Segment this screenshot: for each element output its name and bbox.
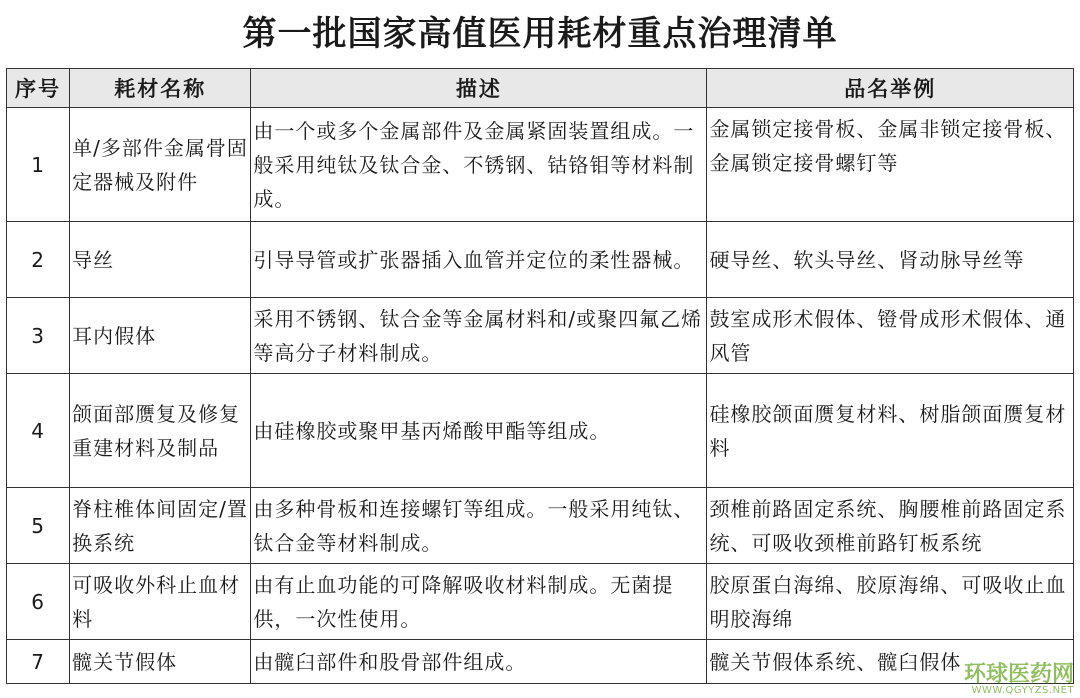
row-desc: 由硅橡胶或聚甲基丙烯酸甲酯等组成。 [251, 374, 707, 488]
row-desc: 由多种骨板和连接螺钉等组成。一般采用纯钛、钛合金等材料制成。 [251, 488, 707, 564]
row-example: 颈椎前路固定系统、胸腰椎前路固定系统、可吸收颈椎前路钉板系统 [707, 488, 1074, 564]
row-example: 髋关节假体系统、髋臼假体 [707, 640, 1074, 684]
row-name: 耳内假体 [70, 298, 251, 374]
row-example: 鼓室成形术假体、镫骨成形术假体、通风管 [707, 298, 1074, 374]
header-name: 耗材名称 [70, 69, 251, 108]
site-watermark [964, 664, 1074, 696]
watermark-name: 环球医药网 [963, 662, 1074, 687]
row-name: 脊柱椎体间固定/置换系统 [70, 488, 251, 564]
table-row [7, 488, 1074, 564]
row-example: 胶原蛋白海绵、胶原海绵、可吸收止血明胶海绵 [707, 564, 1074, 640]
header-example: 品名举例 [707, 69, 1074, 108]
table-row [7, 564, 1074, 640]
table-row [7, 222, 1074, 298]
row-no: 4 [7, 374, 70, 488]
row-name: 颌面部赝复及修复重建材料及制品 [70, 374, 251, 488]
row-no: 1 [7, 108, 70, 222]
row-desc: 由一个或多个金属部件及金属紧固装置组成。一般采用纯钛及钛合金、不锈钢、钴铬钼等材料制成。 [251, 108, 707, 222]
header-desc: 描述 [251, 69, 707, 108]
row-desc: 引导导管或扩张器插入血管并定位的柔性器械。 [251, 222, 707, 298]
row-desc: 由髋臼部件和股骨部件组成。 [251, 640, 707, 684]
table-row [7, 640, 1074, 684]
row-desc: 由有止血功能的可降解吸收材料制成。无菌提供，一次性使用。 [251, 564, 707, 640]
row-example: 硬导丝、软头导丝、肾动脉导丝等 [707, 222, 1074, 298]
header-no: 序号 [7, 69, 70, 108]
table-row [7, 374, 1074, 488]
row-no: 6 [7, 564, 70, 640]
row-name: 单/多部件金属骨固定器械及附件 [70, 108, 251, 222]
row-example: 金属锁定接骨板、金属非锁定接骨板、金属锁定接骨螺钉等 [707, 108, 1074, 222]
row-name: 髋关节假体 [70, 640, 251, 684]
row-name: 导丝 [70, 222, 251, 298]
row-no: 7 [7, 640, 70, 684]
row-no: 3 [7, 298, 70, 374]
row-desc: 采用不锈钢、钛合金等金属材料和/或聚四氟乙烯等高分子材料制成。 [251, 298, 707, 374]
page-title: 第一批国家高值医用耗材重点治理清单 [242, 14, 838, 54]
row-example: 硅橡胶颌面赝复材料、树脂颌面赝复材料 [707, 374, 1074, 488]
row-no: 2 [7, 222, 70, 298]
consumables-table [6, 68, 1074, 684]
table-header-row [7, 69, 1074, 108]
table-row [7, 298, 1074, 374]
row-no: 5 [7, 488, 70, 564]
row-name: 可吸收外科止血材料 [70, 564, 251, 640]
table-row [7, 108, 1074, 222]
watermark-url: WWW.QGYYZS.NET [971, 685, 1074, 696]
